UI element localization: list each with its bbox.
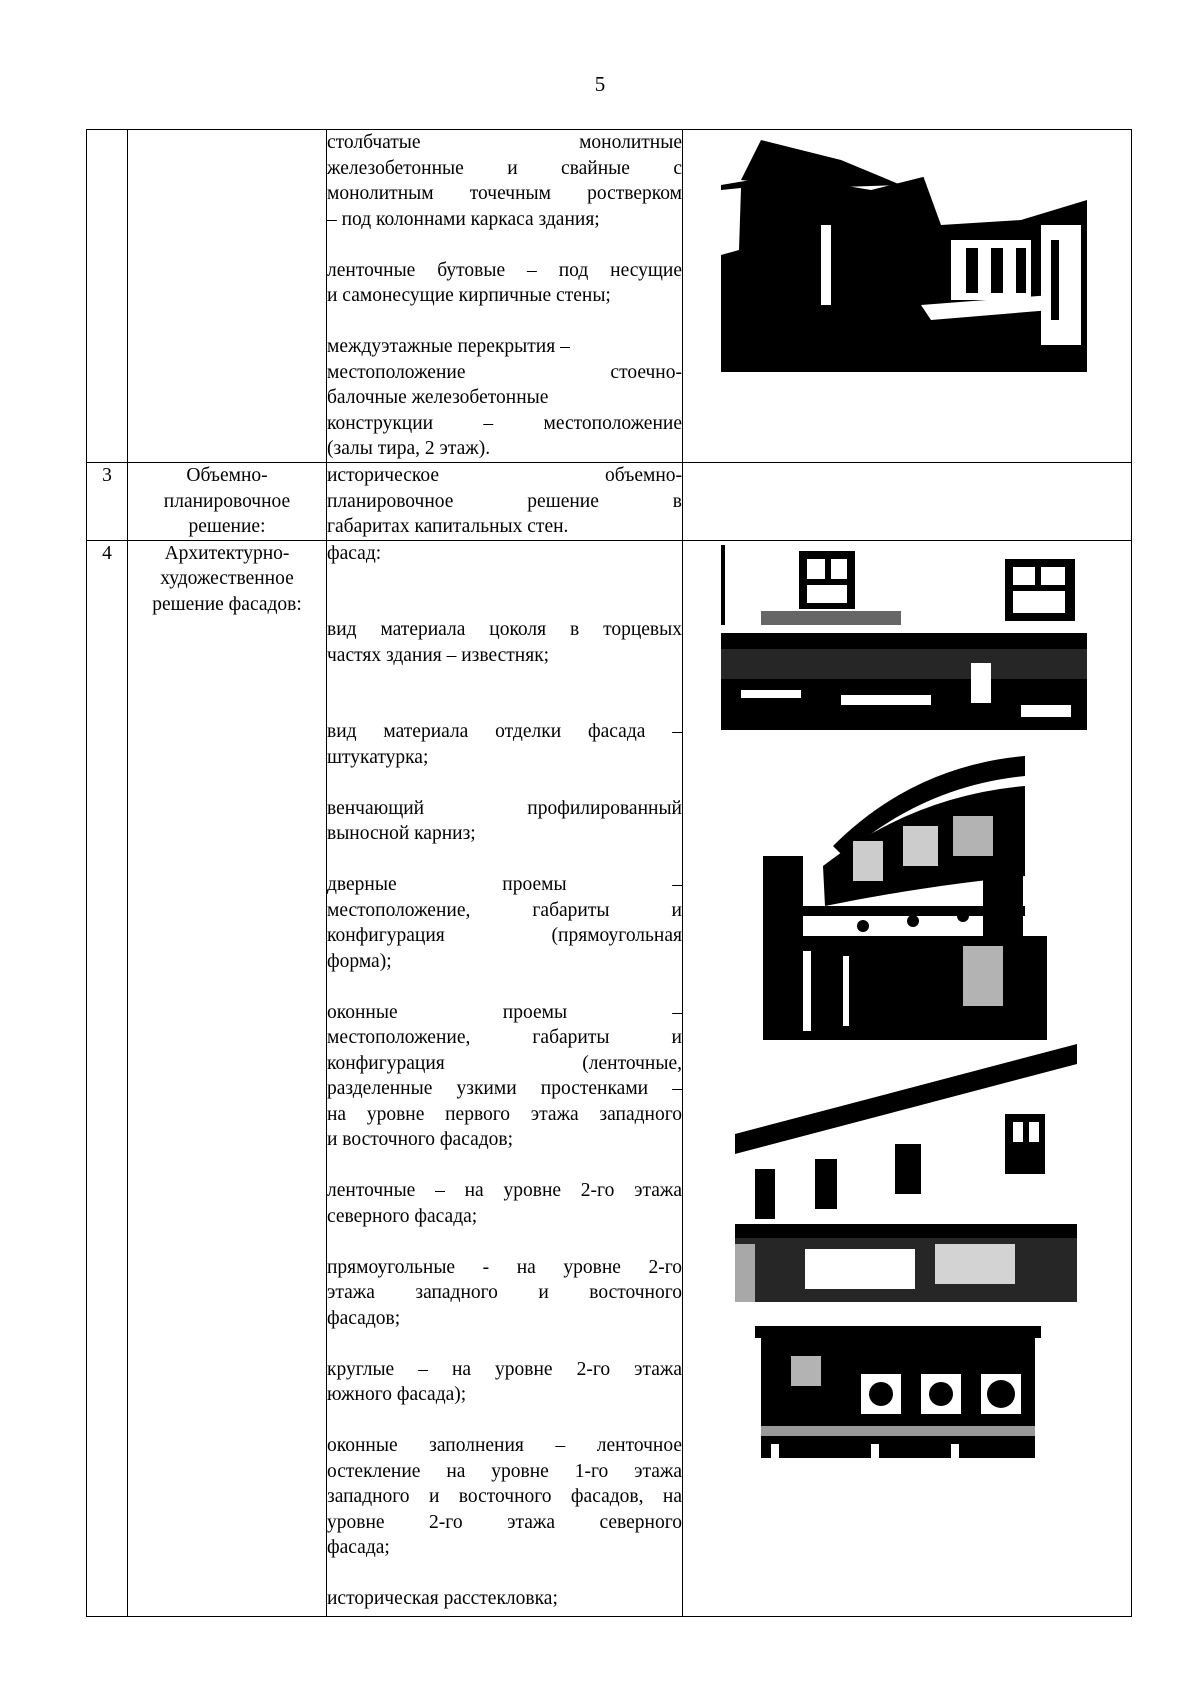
text-line: местоположение, габариты и: [327, 899, 682, 921]
facade-plinth-photo: [721, 545, 1087, 730]
text-line: южного фасада);: [327, 1384, 467, 1405]
text-line: Архитектурно-: [164, 542, 290, 564]
text-line: габаритах капитальных стен.: [327, 516, 569, 537]
text-line: (залы тира, 2 этаж).: [327, 438, 491, 459]
text-line: венчающий профилированный: [327, 797, 682, 819]
row-description-cell: [327, 130, 683, 463]
rounded-facade-photo: [763, 756, 1047, 1040]
text-line: железобетонные и свайные с: [327, 157, 682, 179]
text-line: планировочное: [163, 490, 291, 512]
text-line: дверные проемы –: [327, 874, 682, 895]
text-line: столбчатые монолитные: [327, 132, 682, 153]
text-line: историческая расстекловка;: [327, 1588, 558, 1609]
text-line: монолитным точечным ростверком: [327, 183, 682, 204]
text-line: остекление на уровне 1-го этажа: [327, 1460, 682, 1482]
text-line: конструкции – местоположение: [327, 412, 682, 434]
row-name-cell: [128, 130, 327, 463]
text-line: ленточные бутовые – под несущие: [327, 259, 682, 281]
text-line: круглые – на уровне 2-го этажа: [327, 1358, 682, 1380]
text-line: решение:: [188, 516, 266, 537]
photo-cell: [683, 463, 1132, 541]
text-line: планировочное решение в: [327, 490, 682, 512]
text-line: форма);: [327, 950, 392, 972]
text-line: местоположение стоечно-: [327, 361, 682, 383]
text-line: оконные заполнения – ленточное: [327, 1435, 682, 1456]
text-line: балочные железобетонные: [327, 387, 549, 408]
text-line: выносной карниз;: [327, 823, 476, 844]
south-facade-photo: [751, 1326, 1045, 1484]
text-line: Объемно-: [186, 465, 268, 486]
text-line: решение фасадов:: [152, 593, 302, 615]
table-row-3: [87, 463, 1132, 541]
row-number-cell: 3: [87, 463, 128, 541]
text-line: – под колоннами каркаса здания;: [327, 208, 600, 230]
text-line: северного фасада;: [327, 1205, 478, 1227]
text-line: местоположение, габариты и: [327, 1027, 682, 1048]
text-line: западного и восточного фасадов, на: [327, 1486, 682, 1507]
row-description-cell: [327, 540, 683, 1616]
text-line: и восточного фасадов;: [327, 1129, 514, 1150]
table-row-4: [87, 540, 1132, 1616]
text-line: художественное: [160, 568, 294, 589]
text-line: междуэтажные перекрытия –: [327, 336, 570, 357]
text-line: этажа западного и восточного: [327, 1282, 682, 1303]
page-number: 5: [594, 72, 606, 96]
photo-cell: [683, 540, 1132, 1616]
row-name-cell: [128, 540, 327, 1616]
row-number-cell: 4: [87, 540, 128, 1616]
text-line: частях здания – известняк;: [327, 644, 550, 666]
row-description-cell: [327, 463, 683, 541]
text-line: уровне 2-го этажа северного: [327, 1511, 682, 1533]
text-line: оконные проемы –: [327, 1001, 682, 1023]
text-line: прямоугольные - на уровне 2-го: [327, 1256, 682, 1278]
text-line: ленточные – на уровне 2-го этажа: [327, 1180, 682, 1201]
text-line: вид материала цоколя в торцевых: [327, 619, 682, 640]
text-line: и самонесущие кирпичные стены;: [327, 285, 611, 306]
text-line: на уровне первого этажа западного: [327, 1103, 682, 1125]
two-storey-facade-photo: [735, 1044, 1077, 1302]
interior-photo: [721, 130, 1087, 372]
text-line: фасадов;: [327, 1307, 401, 1329]
text-line: штукатурка;: [327, 746, 429, 768]
text-line: разделенные узкими простенками –: [327, 1078, 682, 1099]
text-line: фасад:: [327, 542, 382, 564]
text-line: фасада;: [327, 1537, 390, 1558]
row-number-cell: [87, 130, 128, 463]
document-table: [86, 129, 1132, 1617]
text-line: конфигурация (ленточные,: [327, 1052, 682, 1074]
row-name-cell: [128, 463, 327, 541]
photo-cell: [683, 130, 1132, 463]
text-line: конфигурация (прямоугольная: [327, 925, 682, 946]
text-line: историческое объемно-: [327, 465, 682, 486]
table-row-continued: [87, 130, 1132, 463]
text-line: вид материала отделки фасада –: [327, 721, 682, 742]
